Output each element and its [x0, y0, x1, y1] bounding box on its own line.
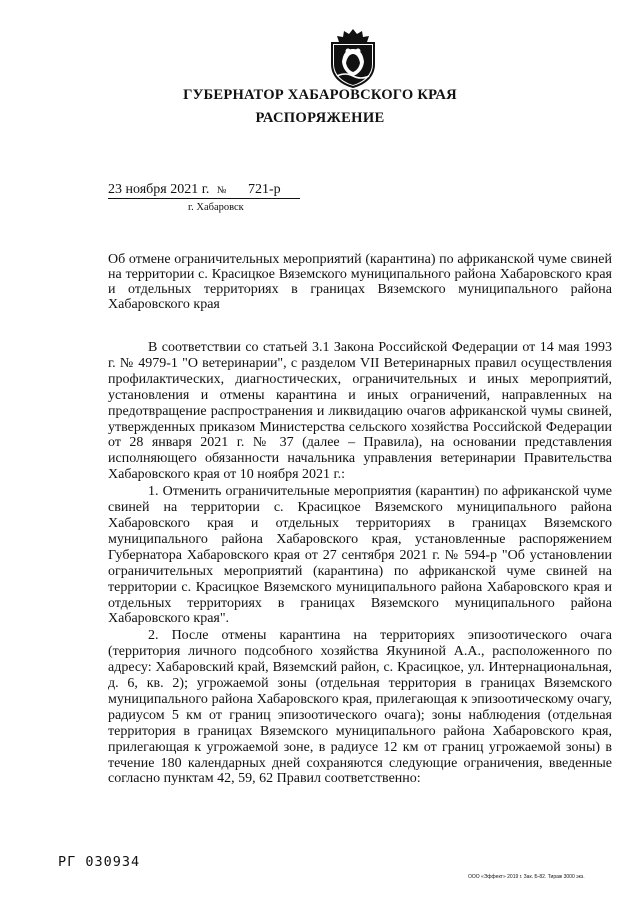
document-type-title: РАСПОРЯЖЕНИЕ: [255, 110, 385, 126]
document-heading: Об отмене ограничительных мероприятий (карантина) по африканской чуме свиней на территории с. Красицкое Вяземского муниципального района Хабаровского края и отдельных территориях в границах Вяземского муниципального района Хабаровского края: [108, 252, 612, 312]
document-number: 721-р: [247, 182, 281, 197]
document-city: г. Хабаровск: [188, 202, 244, 213]
print-info: ООО «Эффект» 2019 г. Зак. Б-82. Тираж 3000 экз.: [468, 874, 585, 880]
body-paragraph: 1. Отменить ограничительные мероприятия (карантин) по африканской чуме свиней на территории с. Красицкое Вяземского муниципального района Хабаровского края и отдельных территориях в границах Вяземского муниципального района Хабаровского края, установленные распоряжением Губернатора Хабаровского края от 27 сентября 2021 г. № 594-р "Об установлении ограничительных мероприятий (карантина) по африканской чуме свиней на территории с. Красицкое Вяземского муниципального района Хабаровского края и отдельных территориях в границах Вяземского муниципального района Хабаровского края".: [108, 484, 612, 627]
body-paragraph: В соответствии со статьей 3.1 Закона Российской Федерации от 14 мая 1993 г. № 4979-1 "О ветеринарии", с разделом VII Ветеринарных правил осуществления профилактических, диагностических, ограничительных и иных мероприятий, установления и отмены карантина и иных ограничений, направленных на предотвращение распространения и ликвидацию очагов африканской чумы свиней, утвержденных приказом Министерства сельского хозяйства Российской Федерации от 28 января 2021 г. № 37 (далее – Правила), на основании представления исполняющего обязанности начальника управления ветеринарии Правительства Хабаровского края от 10 ноября 2021 г.:: [108, 340, 612, 483]
body-paragraph: 2. После отмены карантина на территориях эпизоотического очага (территория личного подсобного хозяйства Якуниной А.А., расположенного по адресу: Хабаровский край, Вяземский район, с. Красицкое, ул. Интернациональная, д. 6, кв. 2); угрожаемой зоны (отдельная территория в границах Вяземского муниципального района Хабаровского края, прилегающая к эпизоотическому очагу, радиусом 5 км от границ эпизоотического очага); зоны наблюдения (отдельная территория в границах Вяземского муниципального района Хабаровского края, прилегающая к угрожаемой зоне, в радиусе 12 км от границ угрожаемой зоны) в течение 180 календарных дней сохраняются следующие ограничения, введенные согласно пунктам 42, 59, 62 Правил соответственно:: [108, 628, 612, 787]
issuer-title: ГУБЕРНАТОР ХАБАРОВСКОГО КРАЯ: [183, 87, 457, 103]
document-body: [108, 340, 612, 787]
document-date: 23 ноября 2021 г.: [108, 182, 210, 197]
coat-of-arms-icon: [325, 26, 381, 88]
form-serial-number: РГ 030934: [58, 854, 141, 870]
date-number-line: [108, 182, 298, 198]
date-underline: [108, 198, 300, 199]
number-sign: №: [216, 185, 227, 196]
